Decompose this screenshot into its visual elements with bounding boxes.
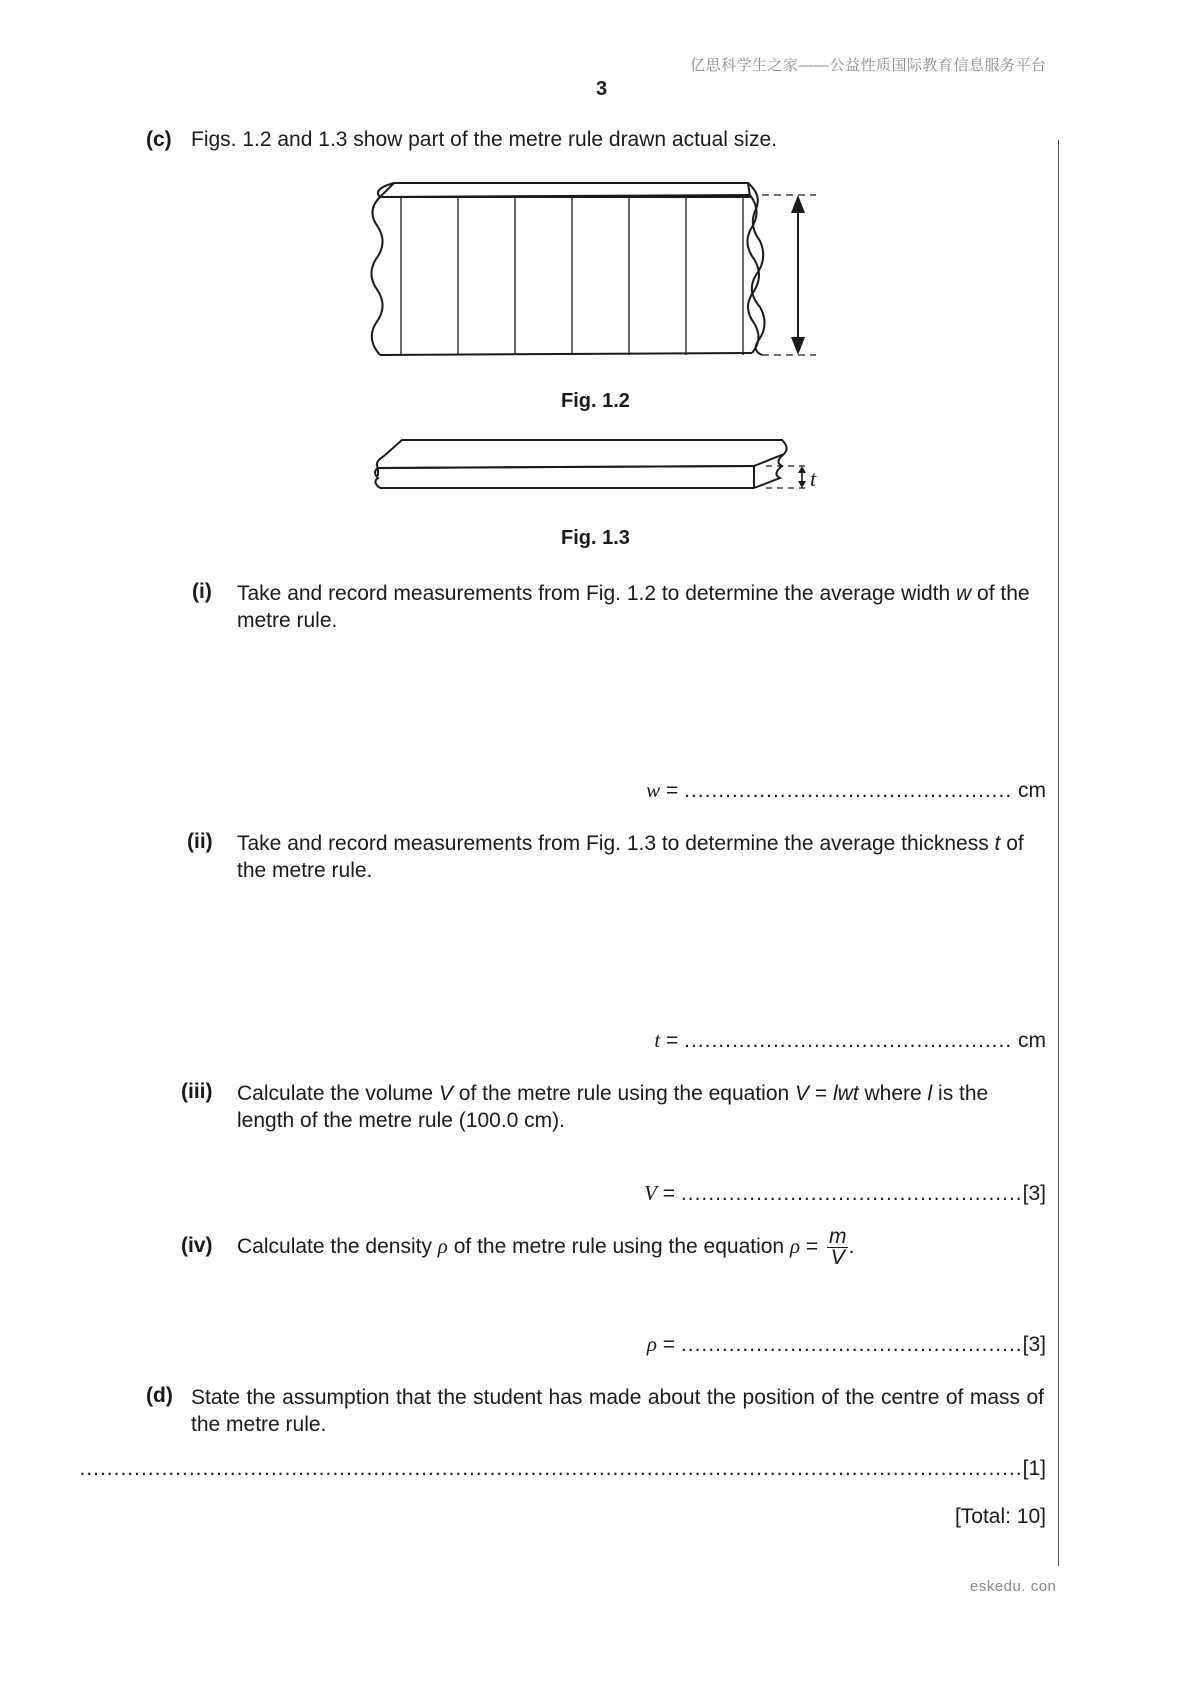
fig-1-3-metre-rule-edge	[370, 438, 830, 498]
question-iii-text: Calculate the volume V of the metre rule using the equation V = lwt where l is the length of the metre rule (100.0 cm).	[237, 1082, 989, 1132]
answer-t-line[interactable]: t = ................................................ cm	[654, 1028, 1046, 1052]
fig-1-2-metre-rule-face	[370, 175, 830, 365]
question-i-text: Take and record measurements from Fig. 1.2 to determine the average width w of the metre rule.	[237, 582, 1030, 632]
margin-line	[1058, 140, 1059, 1566]
part-d-label: (d)	[146, 1384, 173, 1407]
fig-1-2-caption: Fig. 1.2	[561, 390, 630, 412]
question-i-label: (i)	[192, 580, 212, 603]
part-c-label: (c)	[146, 128, 172, 151]
footer-site: eskedu. con	[970, 1578, 1057, 1595]
question-ii-label: (ii)	[187, 830, 213, 853]
question-iv-label: (iv)	[181, 1234, 213, 1257]
watermark-header: 亿思科学生之家——公益性质国际教育信息服务平台	[690, 57, 1047, 74]
density-fraction: $\frac{m}{V}$	[828, 1224, 847, 1269]
total-marks: [Total: 10]	[954, 1505, 1046, 1528]
part-d-text: State the assumption that the student has made about the position of the centre of mass of the metre rule.	[191, 1386, 1044, 1436]
question-ii-text: Take and record measurements from Fig. 1.3 to determine the average thickness t of the metre rule.	[237, 832, 1024, 882]
part-c-text: Figs. 1.2 and 1.3 show part of the metre rule drawn actual size.	[191, 128, 777, 151]
answer-density-line[interactable]: ρ = ..................................................[3]	[646, 1332, 1046, 1356]
answer-volume-line[interactable]: V = ..................................................[3]	[644, 1181, 1046, 1205]
fig-1-3-t-label: t	[810, 466, 817, 491]
answer-assumption-line[interactable]: ..........................................................................................................................................[1]	[79, 1457, 1046, 1480]
answer-w-line[interactable]: w = ................................................ cm	[646, 778, 1046, 802]
question-iv-text: Calculate the density ρ of the metre rule using the equation ρ = $\frac{m}{V}$ .	[237, 1224, 855, 1269]
fig-1-3-caption: Fig. 1.3	[561, 527, 630, 549]
question-iii-label: (iii)	[181, 1080, 213, 1103]
page-number: 3	[596, 78, 608, 100]
